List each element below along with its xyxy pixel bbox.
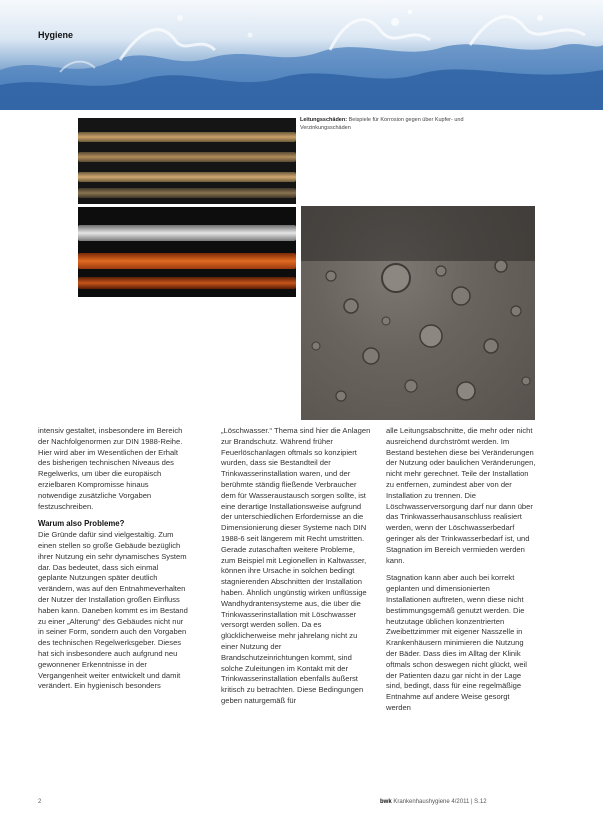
biofilm-bubbles-photo <box>301 206 535 420</box>
paragraph: Die Gründe dafür sind vielgestaltig. Zum einen stellen so große Gebäude bezüglich ihrer Nutzung ein sehr dynamisches System dar. Das bedeutet, dass sich einmal geplante Nutzungen später deutlich verändern, was auf den Entnahmeverhalten der Nutzer der Installation großen Einfluss haben kann. Daneben kommt es im Bestand zu einer „Alterung“ des Gebäudes nicht nur in seiner Form, sondern auch den Vorgaben des technischen Regelwerksgeber. Dieses hat sich insbesondere auch aufgrund neu gewonnener Erkenntnisse in der Vergangenheit weiter entwickelt und damit verändert. Ein hygienisch besonders <box>38 530 188 691</box>
caption-text: Beispiele für Korrosion gegen über Kupfer- und Verzinkungsschäden <box>300 117 464 131</box>
page-number: 2 <box>38 799 42 805</box>
article-column-3 <box>386 426 536 721</box>
paragraph: alle Leitungsabschnitte, die mehr oder nicht ausreichend durchströmt werden. Im Bestand bestehen diese bei Veränderungen der Nutzung oder baulichen Veränderungen, nicht mehr gerechnet. Teile der Installation zu entfernen, zumindest aber von der Installation zu trennen. Die Löschwasserversorgung darf nur dann über das Trinkwasserhausanschluss realisiert werden, wenn der Löschwasserbedarf geringer als der Trinkwasserbedarf ist, und Stagnation im Bereich vermieden werden kann. <box>386 426 536 565</box>
subheading: Warum also Probleme? <box>38 519 125 529</box>
paragraph: „Löschwasser.“ Thema sind hier die Anlagen zur Brandschutz. Während früher Feuerlöschanlagen oftmals so konzipiert wurden, dass sie Bestandteil der Trinkwasserinstallation waren, und der berühmte ständig fließende Verbraucher dem für Wasseraustausch sorgen sollte, ist eine derartige Installationsweise aufgrund der unterschiedlichen Erfordernisse an die Dimensionierung dieser Systeme nach DIN 1988-6 seit längerem mit Recht umstritten. Gerade zutaschaften weitere Probleme, zum Beispiel mit Legionellen in Kaltwasser, können ihre Ursache in solchen bedingt stagnierenden Abschnitten der Installation haben. Ähnlich ungünstig wirken unflüssige Wandhydrantensysteme aus, die über die Trinkwasserinstallation mit Löschwasser versorgt werden sollen. Da es glücklicherweise mehr jahrelang nicht zu einer Nutzung der Brandschutzeinrichtungen kommt, sind solche Zuleitungen im Kontakt mit der Trinkwasserinstallation ebenfalls äußerst kritisch zu betrachten. Diese Bedingungen geben naturgemäß für <box>221 426 371 705</box>
magazine-name: bwk <box>380 799 392 805</box>
article-column-1 <box>38 426 188 699</box>
bubbles-graphic <box>301 206 535 420</box>
pipe-5 <box>78 225 296 241</box>
water-splash-graphic <box>0 0 603 110</box>
caption-title: Leitungsschäden: <box>300 117 348 123</box>
pipe-corrosion-photo-1 <box>78 118 296 204</box>
magazine-footer <box>380 799 487 805</box>
section-label: Hygiene <box>38 30 74 40</box>
pipe-7 <box>78 277 296 289</box>
pipe-4 <box>78 188 296 198</box>
paragraph: intensiv gestaltet, insbesondere im Bereich der Nachfolgenormen zur DIN 1988-Reihe. Hier wird aber im Wesentlichen der Erhalt des bisherigen technischen Niveaus des Regelwerks, um über die europäisch erzielbaren Kompromisse hinaus notwendige zusätzliche Vorgaben festzuschreiben. <box>38 426 183 511</box>
water-splash-banner <box>0 0 603 110</box>
paragraph: Stagnation kann aber auch bei korrekt geplanten und dimensionierten Installationen auftreten, wenn diese nicht bestimmungsgemäß genutzt werden. Die heutzutage üblichen konzentrierten Zweibettzimmer mit eigener Nasszelle in Krankenhäusern minimieren die Nutzung der Bäder. Dass dies im Alltag der Klinik oftmals schon deswegen nicht glückt, weil der Patienten dazu gar nicht in der Lage sind, bedingt, dass für eine regelmäßige Entnahme auf andere Weise gesorgt werden <box>386 573 527 712</box>
figure-caption <box>300 116 490 132</box>
article-column-2 <box>221 426 371 714</box>
pipe-1 <box>78 132 296 142</box>
magazine-issue: Krankenhaushygiene 4/2011 | S.12 <box>393 799 487 805</box>
pipe-3 <box>78 172 296 182</box>
pipe-6 <box>78 253 296 269</box>
pipe-corrosion-photo-2 <box>78 207 296 297</box>
pipe-2 <box>78 152 296 162</box>
